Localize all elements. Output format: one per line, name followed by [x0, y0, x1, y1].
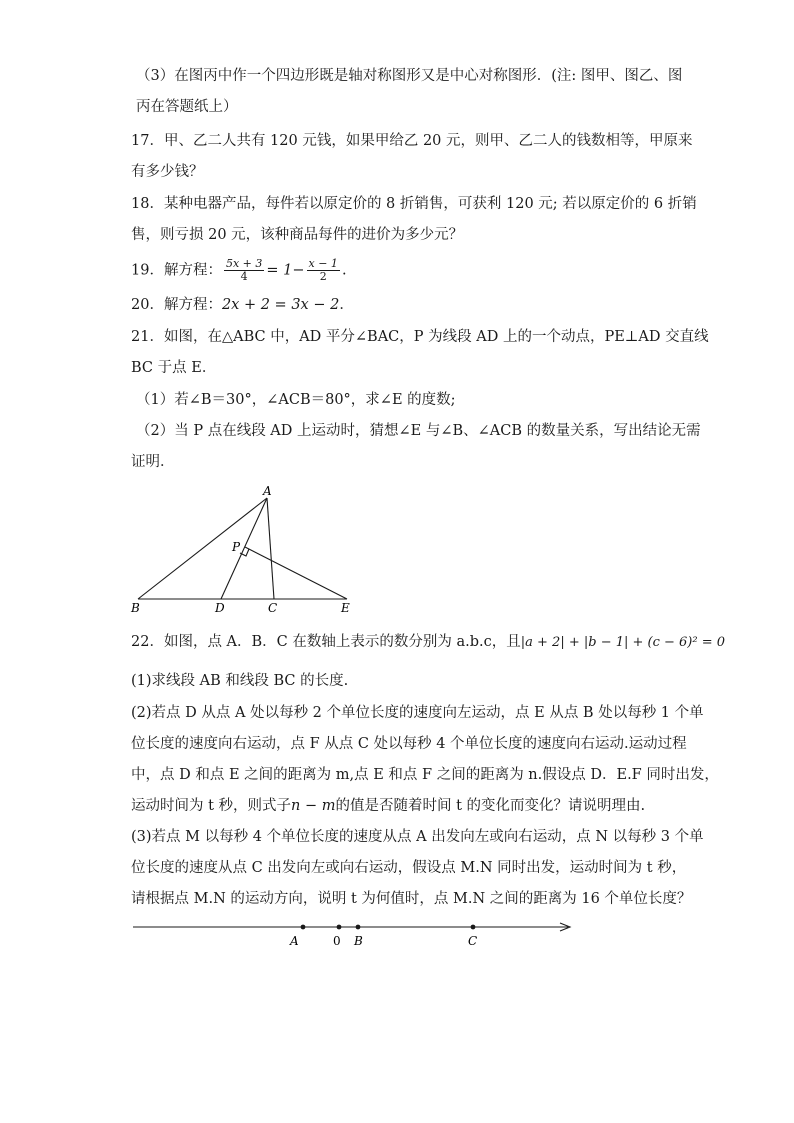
label-c: C [268, 601, 278, 615]
q22-part3-line3: 请根据点 M.N 的运动方向，说明 t 为何值时，点 M.N 之间的距离为 16 个单位长度？ [131, 891, 692, 907]
point-c [471, 925, 476, 930]
number-line-figure [128, 915, 578, 949]
label-e: E [341, 601, 350, 615]
segment-ad [221, 498, 267, 599]
point-b [356, 925, 361, 930]
q20-prefix: 20．解方程： [131, 297, 222, 313]
q20-end: ． [339, 297, 354, 313]
q18-line1: 18．某种电器产品，每件若以原定价的 8 折销售，可获利 120 元; 若以原定价的 6 折销 [131, 196, 697, 212]
q21-part2-line2: 证明． [131, 454, 175, 470]
label-p: P [232, 540, 241, 554]
label-d: D [215, 601, 225, 615]
q19-num2: x − 1 [308, 257, 338, 270]
q19-fraction-2 [307, 258, 340, 283]
q19-end: . [341, 262, 347, 279]
q22-part3-line2: 位长度的速度从点 C 出发向左或向右运动，假设点 M.N 同时出发，运动时间为 t 秒， [131, 860, 687, 876]
q19-den2: 2 [319, 270, 327, 283]
segment-ac [267, 498, 274, 599]
nl-label-origin: 0 [333, 934, 341, 948]
q16-part3-line2: 丙在答题纸上） [136, 99, 238, 115]
q19-prefix: 19．解方程： [131, 262, 222, 279]
q22-part2-pre: 运动时间为 t 秒，则式子 [131, 798, 292, 814]
q17-line2: 有多少钱？ [131, 164, 204, 180]
q22-expression: n − m [291, 798, 336, 814]
q19-mid: = 1− [266, 262, 305, 279]
q20-equation: 2x + 2 = 3x − 2 [221, 297, 340, 313]
q19-line [131, 258, 671, 283]
q22-part3-line1: (3)若点 M 以每秒 4 个单位长度的速度从点 A 出发向左或向右运动，点 N 以每秒 3 个单 [131, 829, 704, 845]
point-origin [337, 925, 342, 930]
label-a: A [263, 484, 272, 498]
q22-part2-line2: 位长度的速度向右运动，点 F 从点 C 处以每秒 4 个单位长度的速度向右运动.运动过程 [131, 736, 687, 752]
q22-part1: (1)求线段 AB 和线段 BC 的长度. [131, 673, 349, 689]
point-a [301, 925, 306, 930]
q22-prefix: 22．如图，点 A．B．C 在数轴上表示的数分别为 a.b.c，且 [131, 634, 521, 650]
label-b: B [131, 601, 140, 615]
q21-line2: BC 于点 E． [131, 360, 217, 376]
q19-den1: 4 [240, 270, 248, 283]
q21-part1: （1）若∠B＝30°，∠ACB＝80°，求∠E 的度数; [136, 392, 456, 408]
q19-fraction-1 [224, 258, 264, 283]
nl-label-a: A [290, 934, 299, 948]
q17-line1: 17．甲、乙二人共有 120 元钱，如果甲给乙 20 元，则甲、乙二人的钱数相等，甲原来 [131, 133, 693, 149]
q22-equation: |a + 2| + |b − 1| + (c − 6)² = 0 [520, 635, 726, 650]
q20-line [131, 295, 671, 315]
q22-part2-post: 的值是否随着时间 t 的变化而变化？请说明理由. [335, 798, 646, 814]
nl-label-b: B [354, 934, 363, 948]
q22-line [131, 632, 726, 653]
q18-line2: 售，则亏损 20 元，该种商品每件的进价为多少元？ [131, 227, 464, 243]
q22-part2-line1: (2)若点 D 从点 A 处以每秒 2 个单位长度的速度向左运动，点 E 从点 B 处以每秒 1 个单 [131, 705, 704, 721]
q22-part2-line3: 中，点 D 和点 E 之间的距离为 m,点 E 和点 F 之间的距离为 n.假设点 D．E.F 同时出发， [131, 767, 719, 783]
q22-part2-line4 [131, 796, 671, 816]
triangle-figure [125, 480, 370, 620]
segment-pe [245, 547, 347, 599]
q16-part3-line1: （3）在图丙中作一个四边形既是轴对称图形又是中心对称图形．(注: 图甲、图乙、图 [136, 68, 683, 84]
q19-num1: 5x + 3 [225, 257, 263, 270]
q21-line1: 21．如图，在△ABC 中，AD 平分∠BAC，P 为线段 AD 上的一个动点，PE⊥AD 交直线 [131, 329, 709, 345]
q21-part2-line1: （2）当 P 点在线段 AD 上运动时，猜想∠E 与∠B、∠ACB 的数量关系，写出结论无需 [136, 423, 701, 439]
nl-label-c: C [468, 934, 478, 948]
